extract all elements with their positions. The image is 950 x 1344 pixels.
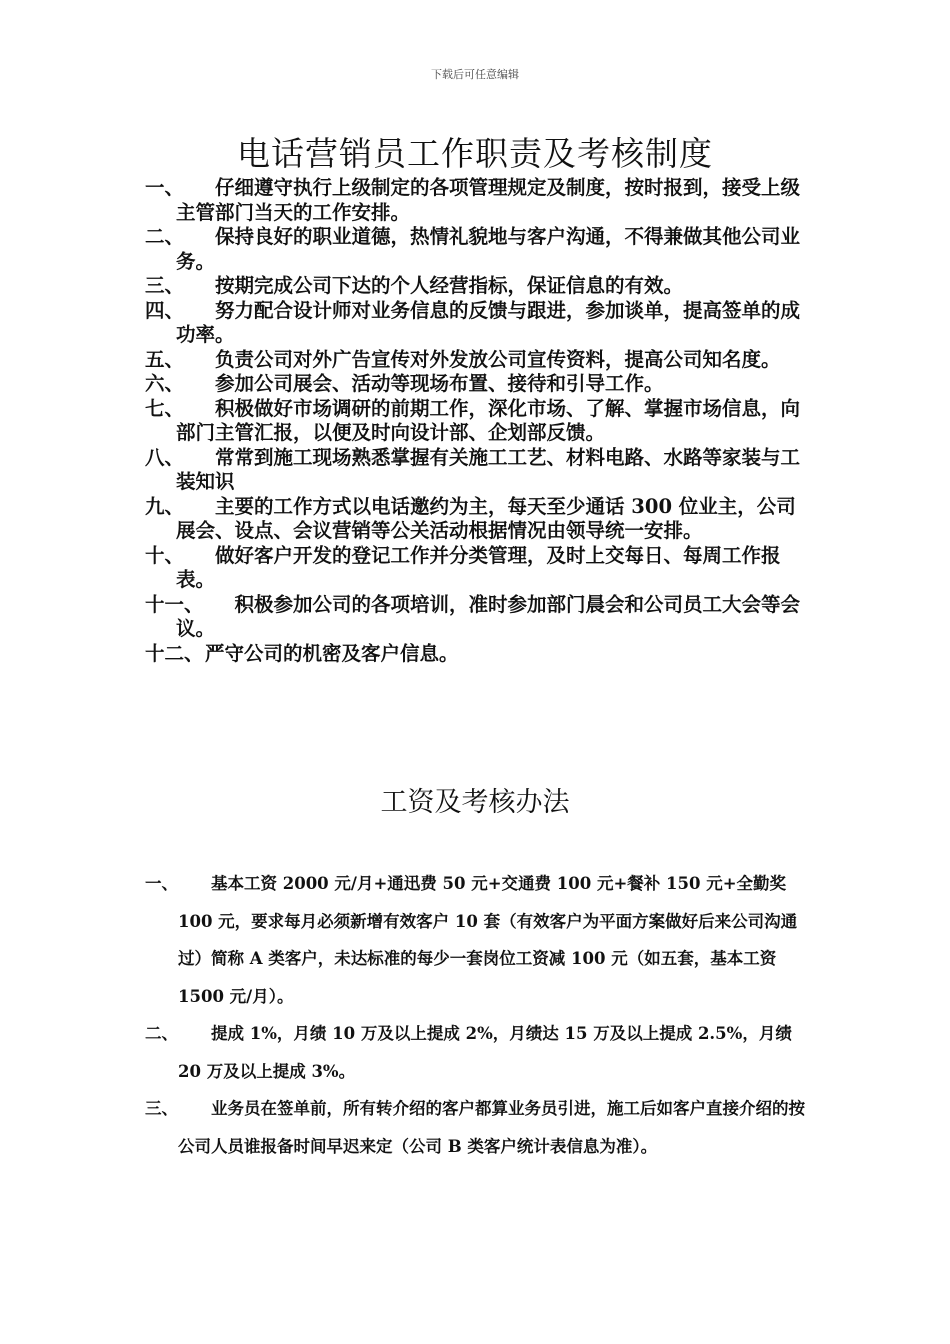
duty-item-number: 五、 — [145, 347, 185, 371]
duty-item-number: 十、 — [145, 543, 185, 567]
duty-item-text: 积极做好市场调研的前期工作，深化市场、了解、掌握市场信息，向部门主管汇报，以便及时向设计部、企划部反馈。 — [176, 396, 801, 444]
salary-list — [145, 865, 815, 1165]
duty-item-number: 六、 — [145, 372, 185, 395]
duty-item-text: 仔细遵守执行上级制定的各项管理规定及制度，按时报到，接受上级主管部门当天的工作安排。 — [176, 176, 801, 224]
duty-item-number: 一、 — [145, 176, 185, 199]
duty-item-number: 八、 — [145, 445, 185, 469]
duty-item — [145, 593, 815, 642]
duty-item-number: 三、 — [145, 274, 185, 297]
salary-item-number: 三、 — [145, 1099, 178, 1118]
duty-item — [145, 372, 815, 397]
salary-item-text: 业务员在签单前，所有转介绍的客户都算业务员引进，施工后如客户直接介绍的按公司人员谁报备时间早迟来定（公司 B 类客户统计表信息为准）。 — [178, 1099, 805, 1156]
salary-item — [145, 865, 815, 1015]
duty-item-number: 十一、 — [145, 592, 204, 616]
duty-item — [145, 274, 815, 299]
duty-item-number: 七、 — [145, 396, 185, 420]
duty-item-text: 主要的工作方式以电话邀约为主，每天至少通话 300 位业主，公司展会、设点、会议营销等公关活动根据情况由领导统一安排。 — [176, 494, 796, 542]
duty-item-number: 二、 — [145, 225, 185, 248]
duty-item-text: 做好客户开发的登记工作并分类管理，及时上交每日、每周工作报表。 — [176, 543, 781, 591]
salary-item-gap — [178, 874, 211, 893]
salary-item — [145, 1015, 815, 1090]
duty-item — [145, 642, 815, 667]
page-header-note: 下载后可任意编辑 — [431, 68, 519, 81]
duty-item-text: 参加公司展会、活动等现场布置、接待和引导工作。 — [215, 372, 664, 395]
salary-item-gap — [178, 1099, 211, 1118]
salary-item — [145, 1090, 815, 1165]
duty-item — [145, 176, 815, 225]
salary-item-text: 提成 1%，月绩 10 万及以上提成 2%，月绩达 15 万及以上提成 2.5%，月绩 20 万及以上提成 3%。 — [178, 1024, 792, 1081]
salary-item-number: 二、 — [145, 1024, 178, 1043]
salary-item-text: 基本工资 2000 元/月+通迅费 50 元+交通费 100 元+餐补 150 元+全勤奖 100 元，要求每月必须新增有效客户 10 套（有效客户为平面方案做好后来公司沟通过）简称 A 类客户，未达标准的每少一套岗位工资减 100 元（如五套，基本工资 1500 元/月）。 — [178, 874, 798, 1006]
duty-item-number: 十二、 — [145, 641, 204, 665]
duty-item — [145, 348, 815, 373]
salary-item-number: 一、 — [145, 874, 178, 893]
duty-item-text: 常常到施工现场熟悉掌握有关施工工艺、材料电路、水路等家装与工装知识 — [176, 445, 801, 493]
duty-item-text: 按期完成公司下达的个人经营指标，保证信息的有效。 — [215, 274, 684, 297]
duty-item — [145, 495, 815, 544]
duties-list — [145, 176, 815, 666]
salary-item-gap — [178, 1024, 211, 1043]
duty-item — [145, 225, 815, 274]
duty-item — [145, 544, 815, 593]
duty-item-text: 积极参加公司的各项培训，准时参加部门晨会和公司员工大会等会议。 — [176, 592, 801, 640]
duty-item-text: 负责公司对外广告宣传对外发放公司宣传资料，提高公司知名度。 — [215, 347, 781, 371]
duty-item — [145, 299, 815, 348]
duties-title: 电话营销员工作职责及考核制度 — [237, 134, 713, 173]
duty-item-number: 九、 — [145, 494, 185, 518]
duty-item — [145, 446, 815, 495]
duty-item — [145, 397, 815, 446]
salary-title: 工资及考核办法 — [380, 787, 570, 818]
duty-item-text: 努力配合设计师对业务信息的反馈与跟进，参加谈单，提高签单的成功率。 — [176, 298, 801, 346]
duty-item-text: 严守公司的机密及客户信息。 — [205, 641, 459, 665]
duty-item-text: 保持良好的职业道德，热情礼貌地与客户沟通，不得兼做其他公司业务。 — [176, 225, 801, 273]
duty-item-number: 四、 — [145, 298, 185, 322]
